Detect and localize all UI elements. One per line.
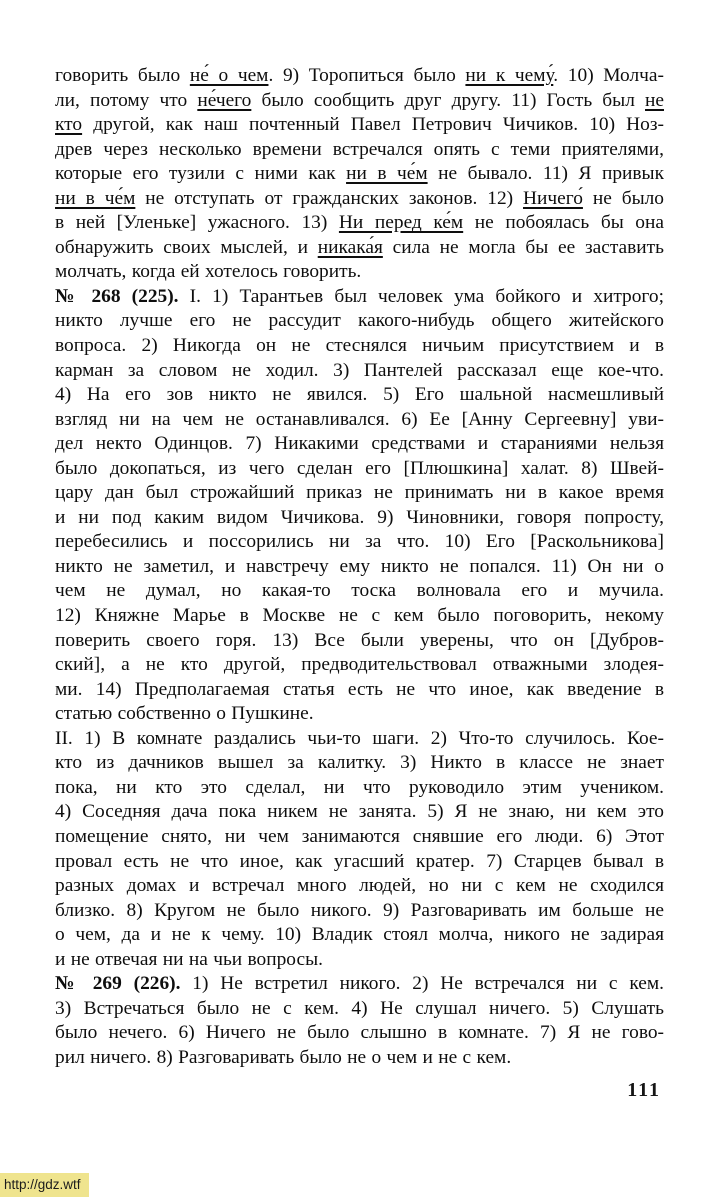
text-segment: сила не могла бы ее заставить [382, 236, 664, 258]
text-line [55, 604, 664, 629]
underlined-term: ни в че́м [346, 163, 428, 185]
text-segment: карман за словом не ходил. 3) Пантелей рассказал еще кое-что. [55, 359, 664, 381]
text-line [55, 825, 664, 850]
text-segment: говорить было [55, 65, 190, 86]
text-line [55, 113, 664, 138]
text-line [55, 751, 664, 776]
text-segment: . 10) Молча- [553, 65, 664, 86]
text-segment: обнаружить своих мыслей, и [55, 236, 318, 258]
text-line [55, 260, 664, 285]
text-line [55, 236, 664, 261]
text-segment: I. 1) Тарантьев был человек ума бойкого и хитрого; [178, 285, 664, 307]
text-segment: 3) Встречаться было не с кем. 4) Не слушал ничего. 5) Слушать [55, 997, 664, 1019]
underlined-term: кто [55, 114, 83, 136]
text-segment: II. 1) В комнате раздались чьи-то шаги. 2) Что-то случилось. Кое- [55, 727, 664, 749]
scanned-text-block [55, 64, 664, 1070]
text-segment: о чем, да и не к чему. 10) Владик стоял молча, никого не задирая [55, 924, 664, 946]
text-segment: 4) Соседняя дача пока никем не занята. 5) Я не знаю, ни кем это [55, 801, 664, 823]
text-line [55, 678, 664, 703]
text-segment: не отступать от гражданских законов. 12) [135, 187, 524, 209]
paragraph [55, 285, 664, 727]
text-line [55, 334, 664, 359]
underlined-term: Ничего́ [523, 187, 583, 209]
text-segment: было сообщить друг другу. 11) Гость был [251, 89, 646, 111]
text-segment: провал есть не что иное, как угасший кратер. 7) Старцев бывал в [55, 850, 664, 872]
text-line [55, 727, 664, 752]
text-segment: древ через несколько времени встречался опять с теми приятелями, [55, 138, 664, 160]
text-segment: . 9) Торопиться было [268, 65, 466, 86]
text-line [55, 187, 664, 212]
exercise-number: № 268 (225). [55, 285, 179, 307]
text-line [55, 800, 664, 825]
paragraph [55, 972, 664, 1070]
text-line [55, 211, 664, 236]
text-segment: чем не думал, но какая-то тоска волновала его и мучила. [55, 580, 664, 602]
text-segment: перебесились и поссорились ни за что. 10) Его [Раскольникова] [55, 531, 664, 553]
text-line [55, 702, 664, 727]
text-segment: ли, потому что [55, 89, 198, 111]
text-line [55, 138, 664, 163]
watermark-url: http://gdz.wtf [0, 1173, 89, 1197]
paragraph [55, 727, 664, 972]
text-segment: не побоялась бы она [463, 212, 664, 234]
text-segment: и ни под каким видом Чичикова. 9) Чиновники, говоря попросту, [55, 506, 664, 528]
text-segment: разных домах и встречал много людей, но ни с кем не сходился [55, 875, 664, 897]
text-segment: было нечего. 6) Ничего не было слышно в комнате. 7) Я не гово- [55, 1022, 664, 1044]
text-line [55, 408, 664, 433]
text-line [55, 359, 664, 384]
text-segment: другой, как наш почтенный Павел Петрович Чичиков. 10) Ноз- [82, 114, 664, 136]
text-line [55, 383, 664, 408]
text-line [55, 776, 664, 801]
text-segment: вопроса. 2) Никогда он не стеснялся ничьим присутствием и в [55, 335, 664, 357]
text-line [55, 653, 664, 678]
text-line [55, 530, 664, 555]
page-number: 111 [627, 1079, 661, 1101]
text-segment: близко. 8) Кругом не было никого. 9) Разговаривать им больше не [55, 899, 664, 921]
text-line [55, 64, 664, 89]
text-segment: рил ничего. 8) Разговаривать было не о чем и не с кем. [55, 1046, 512, 1068]
text-segment: не было [582, 187, 664, 209]
text-segment: и не отвечая ни на чьи вопросы. [55, 948, 323, 970]
text-line [55, 309, 664, 334]
text-segment: 1) Не встретил никого. 2) Не встречался ни с кем. [180, 973, 664, 995]
underlined-term: ни к чему́ [465, 65, 554, 86]
paragraph [55, 64, 664, 285]
underlined-term: ни в че́м [55, 187, 136, 209]
text-segment: кто из дачников вышел за калитку. 3) Никто в классе не знает [55, 752, 664, 774]
text-line [55, 481, 664, 506]
text-line [55, 629, 664, 654]
text-segment: поверить своего горя. 13) Все были уверены, что он [Дубров- [55, 629, 664, 651]
text-line [55, 432, 664, 457]
underlined-term: не́ о чем [189, 65, 269, 86]
text-line [55, 874, 664, 899]
text-segment: которые его тузили с ними как [55, 163, 347, 185]
underlined-term: Ни перед ке́м [338, 212, 464, 234]
text-line [55, 1021, 664, 1046]
text-line [55, 506, 664, 531]
text-line [55, 997, 664, 1022]
text-line [55, 457, 664, 482]
text-line [55, 285, 664, 310]
text-segment: было докопаться, из чего сделан его [Плюшкина] халат. 8) Швей- [55, 457, 664, 479]
underlined-term: не [645, 89, 664, 111]
text-segment: 12) Княжне Марье в Москве не с кем было поговорить, некому [55, 605, 664, 627]
text-segment: взгляд ни на чем не останавливался. 6) Ее [Анну Сергеевну] уви- [55, 408, 664, 430]
underlined-term: никака́я [317, 236, 383, 258]
exercise-number: № 269 (226). [55, 973, 181, 995]
text-line [55, 923, 664, 948]
text-segment: никто не заметил, и навстречу ему никто не попался. 11) Он ни о [55, 555, 664, 577]
text-segment: в ней [Уленьке] ужасного. 13) [55, 212, 339, 234]
text-line [55, 899, 664, 924]
text-segment: пока, ни кто это сделал, ни что руководило этим учеником. [55, 776, 664, 798]
text-line [55, 1046, 664, 1071]
text-segment: 4) На его зов никто не явился. 5) Его шальной насмешливый [55, 384, 664, 406]
text-line [55, 948, 664, 973]
text-segment: дел некто Одинцов. 7) Никакими средствами и стараниями нельзя [55, 433, 664, 455]
text-line [55, 89, 664, 114]
text-segment: молчать, когда ей хотелось говорить. [55, 261, 362, 283]
text-segment: цару дан был строжайший приказ не принимать ни в какое время [55, 482, 664, 504]
text-line [55, 579, 664, 604]
text-segment: никто лучше его не рассудит какого-нибудь общего житейского [55, 310, 664, 332]
text-segment: ми. 14) Предполагаемая статья есть не что иное, как введение в [55, 678, 664, 700]
text-segment: не бывало. 11) Я привык [427, 163, 664, 185]
text-line [55, 972, 664, 997]
text-line [55, 850, 664, 875]
underlined-term: не́чего [197, 89, 252, 111]
text-segment: ский], а не кто другой, предводительствовал отважными злодея- [55, 654, 664, 676]
text-line [55, 162, 664, 187]
text-segment: помещение снято, ни чем занимаются снявшие его люди. 6) Этот [55, 825, 664, 847]
text-segment: статью собственно о Пушкине. [55, 703, 314, 725]
text-line [55, 555, 664, 580]
